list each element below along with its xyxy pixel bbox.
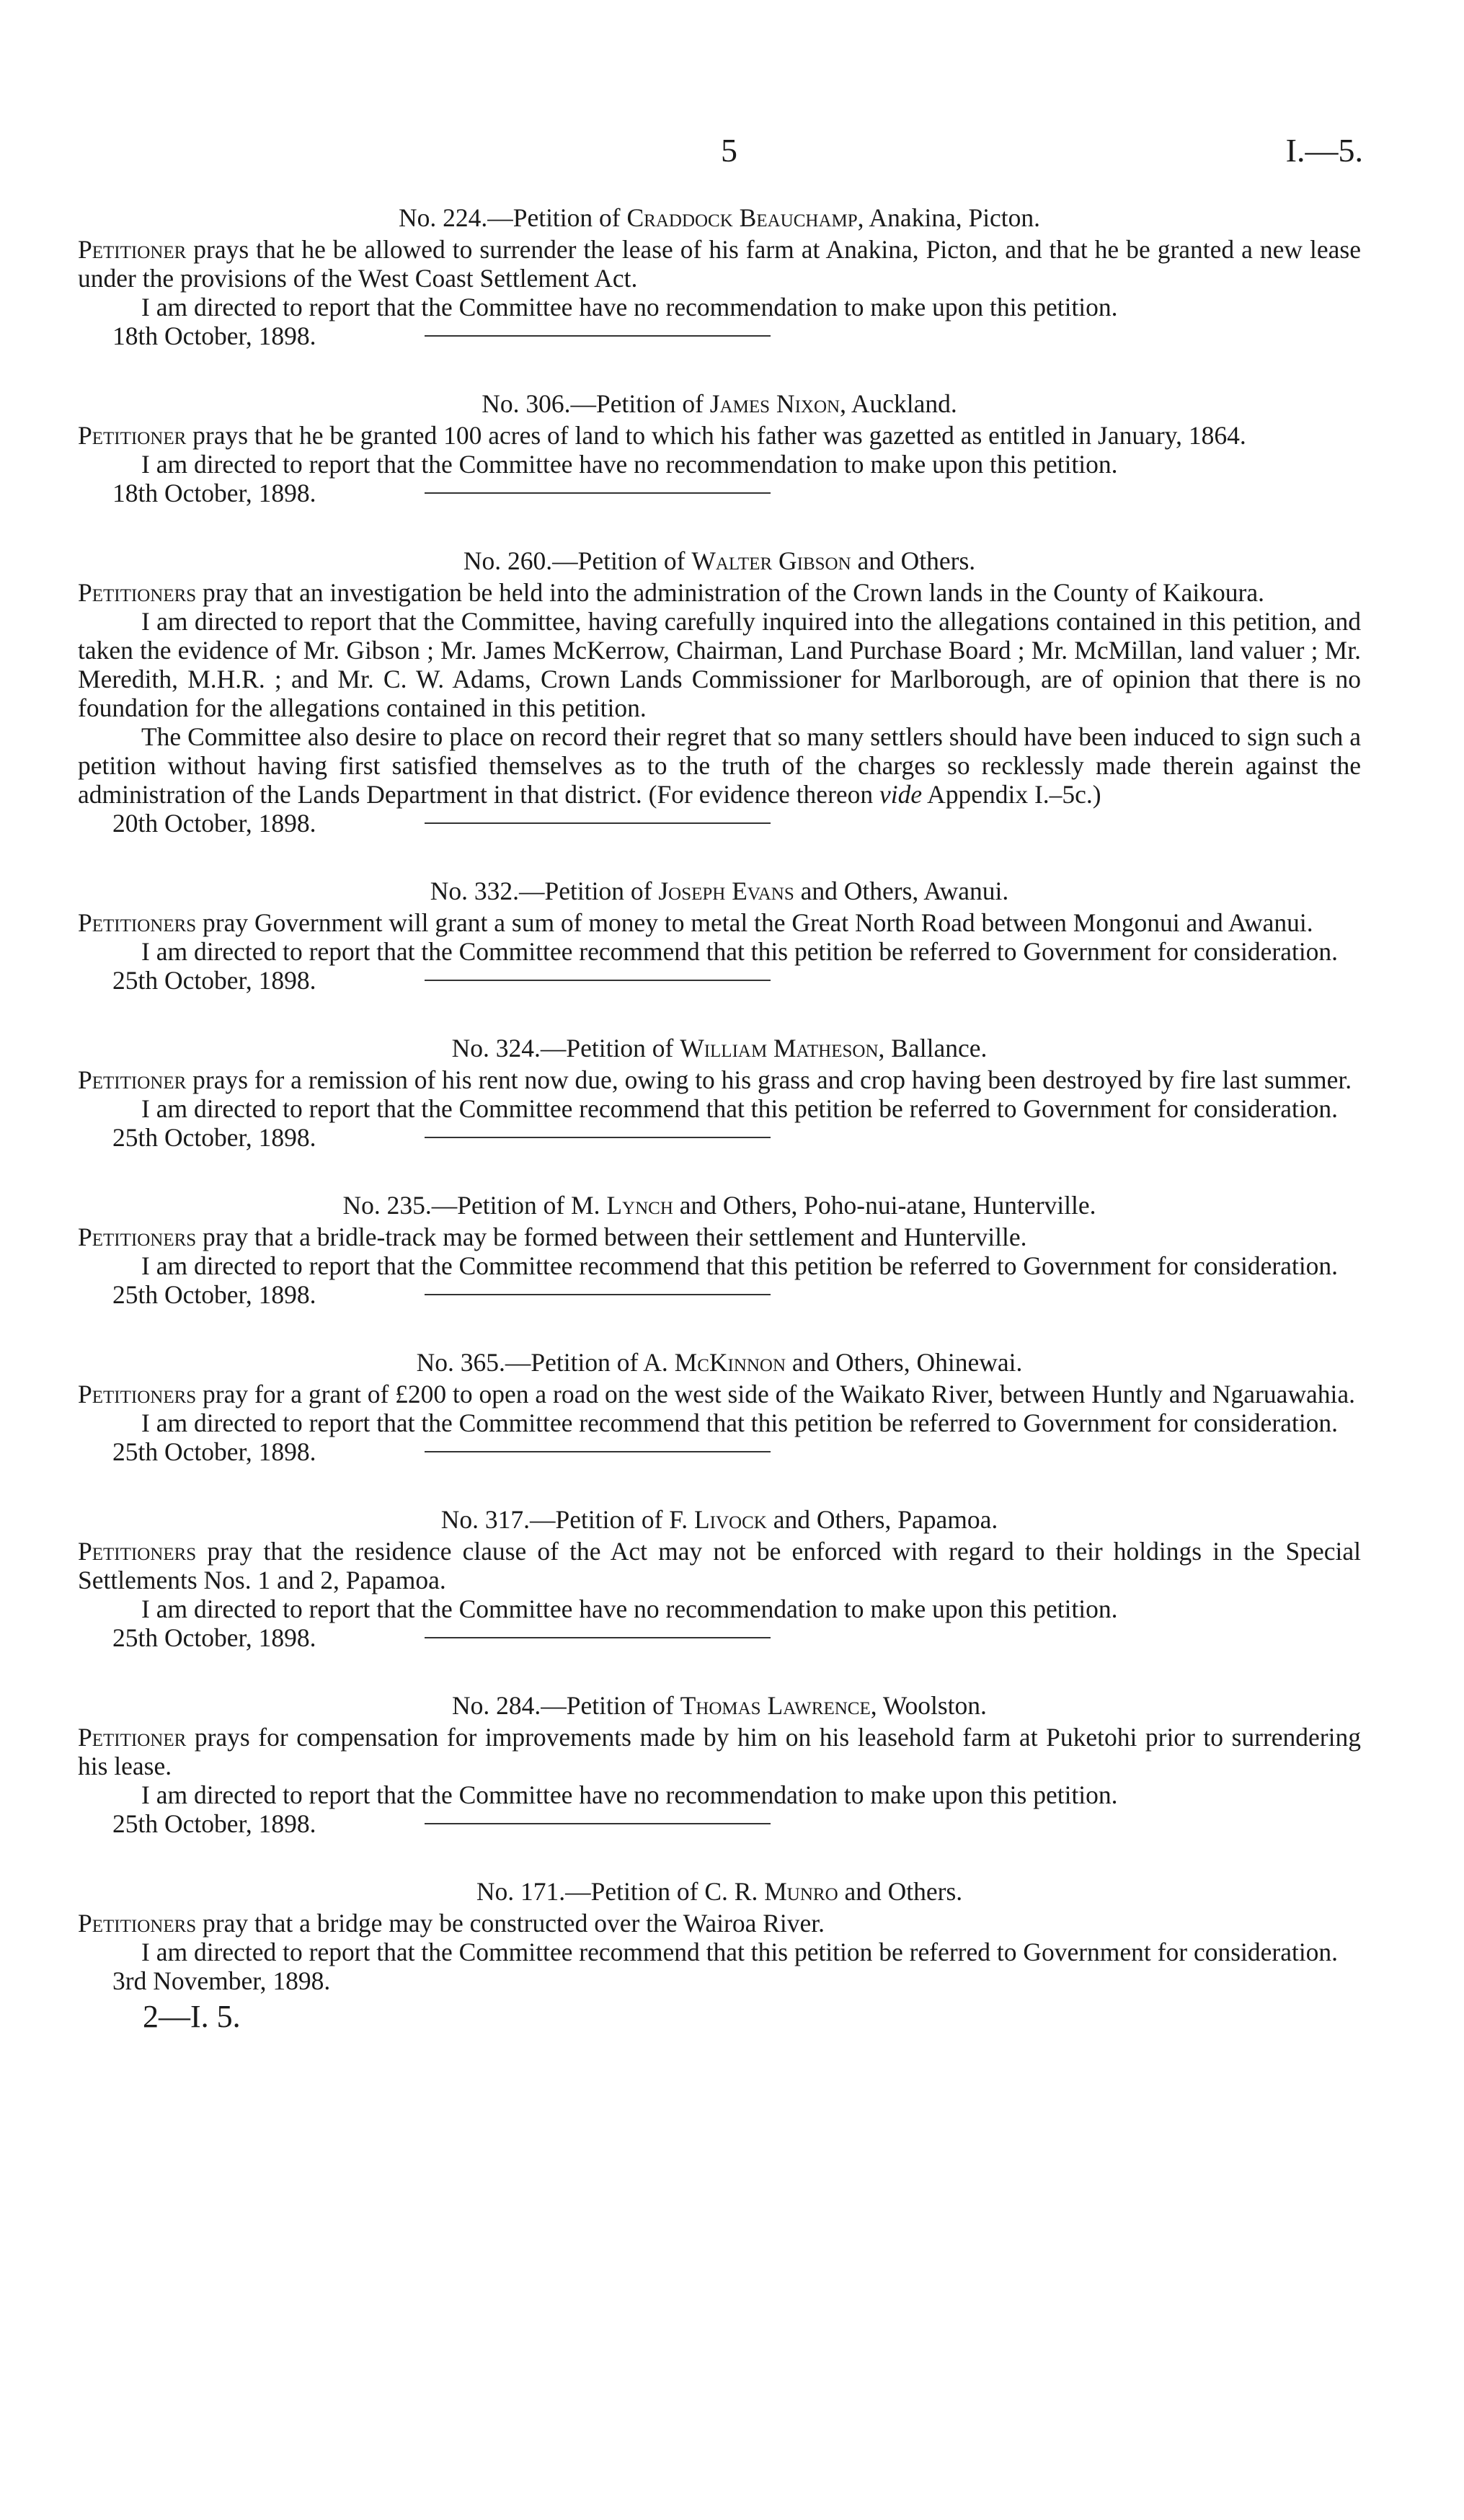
petition-prayer — [78, 1909, 1361, 1938]
petition-date-line — [78, 321, 1361, 350]
petition-date-line — [78, 1966, 1361, 1995]
entry-gap — [78, 507, 1361, 546]
petitioner-lead: Petitioners — [78, 1223, 197, 1251]
prayer-text: prays for compensation for improvements made by him on his leasehold farm at Puketohi prior to surrendering his lease. — [78, 1723, 1361, 1780]
title-prefix: No. 260.—Petition of — [463, 546, 692, 575]
prayer-text: prays for a remission of his rent now due, owing to his grass and crop having been destroyed by fire last summer. — [186, 1065, 1352, 1094]
separator-rule — [425, 1637, 771, 1638]
petitioner-lead: Petitioner — [78, 421, 187, 450]
title-suffix: and Others. — [838, 1877, 963, 1906]
petition-title — [78, 1877, 1361, 1906]
petition-prayer — [78, 1537, 1361, 1594]
petition-title — [78, 546, 1361, 575]
petitioner-name: James Nixon — [709, 389, 840, 418]
report-date: 25th October, 1898. — [112, 1123, 316, 1152]
petition-entry — [78, 1505, 1361, 1652]
prayer-text: pray that a bridge may be constructed over the Wairoa River. — [196, 1909, 825, 1938]
petition-title — [78, 1348, 1361, 1377]
prayer-text: pray that an investigation be held into the administration of the Crown lands in the County of Kaikoura. — [196, 578, 1265, 607]
separator-rule — [425, 1294, 771, 1295]
petitioner-name: McKinnon — [674, 1348, 786, 1377]
petition-entry — [78, 1348, 1361, 1466]
committee-report: I am directed to report that the Committee recommend that this petition be referred to Government for consideration. — [141, 937, 1339, 966]
entry-gap — [78, 1152, 1361, 1191]
report-date: 25th October, 1898. — [112, 1437, 316, 1466]
title-suffix: , Woolston. — [870, 1691, 987, 1720]
separator-rule — [425, 1137, 771, 1138]
petition-entry — [78, 1191, 1361, 1309]
petition-title — [78, 1505, 1361, 1534]
entry-gap — [78, 1466, 1361, 1505]
petition-prayer — [78, 1380, 1361, 1408]
committee-report: I am directed to report that the Committee recommend that this petition be referred to Government for consideration. — [141, 1938, 1339, 1966]
evidence-ref-suffix: Appendix I.–5c.) — [922, 780, 1101, 809]
petition-date-line — [78, 966, 1361, 995]
report-date: 18th October, 1898. — [112, 321, 316, 350]
petitioner-name: Livock — [693, 1505, 767, 1534]
separator-rule — [425, 980, 771, 981]
committee-report: I am directed to report that the Committee have no recommendation to make upon this petition. — [141, 1594, 1118, 1623]
report-date: 25th October, 1898. — [112, 1280, 316, 1309]
title-suffix: , Ballance. — [878, 1034, 988, 1062]
title-prefix: No. 224.—Petition of — [398, 203, 627, 232]
separator-rule — [425, 1451, 771, 1452]
petition-title — [78, 389, 1361, 418]
petition-date-line — [78, 1623, 1361, 1652]
document-reference: I.—5. — [1285, 132, 1363, 169]
petition-entry — [78, 1691, 1361, 1838]
title-prefix: No. 317.—Petition of F. — [440, 1505, 694, 1534]
report-date: 18th October, 1898. — [112, 479, 316, 507]
title-prefix: No. 365.—Petition of A. — [416, 1348, 675, 1377]
page-number: 5 — [721, 132, 737, 169]
petitioner-name: Joseph Evans — [658, 877, 794, 905]
entry-gap — [78, 995, 1361, 1034]
prayer-text: prays that he be allowed to surrender the lease of his farm at Anakina, Picton, and that he be granted a new lease under the provisions of the West Coast Settlement Act. — [78, 235, 1361, 293]
title-prefix: No. 171.—Petition of C. R. — [476, 1877, 765, 1906]
committee-report: I am directed to report that the Committee, having carefully inquired into the allegations contained in this petition, and taken the evidence of Mr. Gibson ; Mr. James McKerrow, Chairman, Land Purchase Board ; Mr. McMillan, land valuer ; Mr. Meredith, M.H.R. ; and Mr. C. W. Adams, Crown Lands Commissioner for Marlborough, are of opinion that there is no foundation for the allegations contained in this petition. — [78, 607, 1361, 722]
title-suffix: , Auckland. — [840, 389, 957, 418]
evidence-ref-prefix: (For evidence thereon — [642, 780, 880, 809]
petitioner-name: Munro — [764, 1877, 838, 1906]
petitioner-lead: Petitioners — [78, 1380, 197, 1408]
petition-date-line — [78, 479, 1361, 507]
petitioner-lead: Petitioners — [78, 908, 197, 937]
petitioner-lead: Petitioners — [78, 578, 197, 607]
petitioner-name: William Matheson — [680, 1034, 879, 1062]
separator-rule — [425, 1823, 771, 1824]
petition-prayer — [78, 235, 1361, 293]
committee-report: I am directed to report that the Committee have no recommendation to make upon this petition. — [141, 293, 1118, 321]
petitioner-lead: Petitioner — [78, 1723, 187, 1752]
title-prefix: No. 332.—Petition of — [430, 877, 659, 905]
title-prefix: No. 284.—Petition of — [452, 1691, 680, 1720]
petition-date-line — [78, 1809, 1361, 1838]
petition-title — [78, 203, 1361, 232]
petition-date-line — [78, 1123, 1361, 1152]
entry-gap — [78, 350, 1361, 389]
petition-date-line — [78, 809, 1361, 838]
entry-gap — [78, 1652, 1361, 1691]
petition-title — [78, 1034, 1361, 1062]
petitioner-lead: Petitioner — [78, 235, 187, 264]
prayer-text: pray Government will grant a sum of money to metal the Great North Road between Mongonui and Awanui. — [196, 908, 1313, 937]
committee-report: I am directed to report that the Committee have no recommendation to make upon this petition. — [141, 450, 1118, 479]
title-suffix: and Others, Papamoa. — [766, 1505, 998, 1534]
report-date: 25th October, 1898. — [112, 1623, 316, 1652]
separator-rule — [425, 492, 771, 494]
petition-entry — [78, 203, 1361, 350]
report-date: 25th October, 1898. — [112, 1809, 316, 1838]
petition-prayer — [78, 578, 1361, 607]
petition-title — [78, 877, 1361, 905]
petitions-list — [78, 203, 1361, 2036]
committee-remark — [78, 722, 1361, 809]
petition-title — [78, 1191, 1361, 1220]
prayer-text: prays that he be granted 100 acres of land to which his father was gazetted as entitled in January, 1864. — [186, 421, 1246, 450]
petition-entry — [78, 1034, 1361, 1152]
petition-entry — [78, 877, 1361, 995]
petitioner-name: Thomas Lawrence — [680, 1691, 871, 1720]
petition-entry — [78, 1877, 1361, 1995]
petitioner-lead: Petitioner — [78, 1065, 187, 1094]
petitioner-name: Craddock Beauchamp — [626, 203, 858, 232]
petition-date-line — [78, 1437, 1361, 1466]
title-suffix: and Others. — [851, 546, 976, 575]
petition-prayer — [78, 421, 1361, 450]
committee-report: I am directed to report that the Committee recommend that this petition be referred to Government for consideration. — [141, 1094, 1339, 1123]
separator-rule — [425, 335, 771, 337]
committee-report: I am directed to report that the Committee have no recommendation to make upon this petition. — [141, 1780, 1118, 1809]
title-prefix: No. 306.—Petition of — [482, 389, 710, 418]
entry-gap — [78, 1838, 1361, 1877]
petitioner-lead: Petitioners — [78, 1909, 197, 1938]
title-suffix: and Others, Poho-nui-atane, Hunterville. — [673, 1191, 1096, 1220]
title-prefix: No. 324.—Petition of — [451, 1034, 680, 1062]
report-date: 20th October, 1898. — [112, 809, 316, 838]
petitioner-name: Walter Gibson — [691, 546, 851, 575]
separator-rule — [425, 822, 771, 824]
petition-prayer — [78, 1223, 1361, 1251]
prayer-text: pray for a grant of £200 to open a road on the west side of the Waikato River, between Huntly and Ngaruawahia. — [196, 1380, 1356, 1408]
title-suffix: , Anakina, Picton. — [857, 203, 1041, 232]
prayer-text: pray that the residence clause of the Act may not be enforced with regard to their holdings in the Special Settlements Nos. 1 and 2, Papamoa. — [78, 1537, 1361, 1594]
petitioner-name: Lynch — [606, 1191, 673, 1220]
report-date: 25th October, 1898. — [112, 966, 316, 995]
petition-prayer — [78, 1065, 1361, 1094]
report-date: 3rd November, 1898. — [112, 1966, 331, 1995]
petition-title — [78, 1691, 1361, 1720]
prayer-text: pray that a bridle-track may be formed between their settlement and Hunterville. — [196, 1223, 1027, 1251]
page-header — [0, 131, 1464, 174]
committee-report: I am directed to report that the Committee recommend that this petition be referred to Government for consideration. — [141, 1408, 1339, 1437]
title-suffix: and Others, Ohinewai. — [786, 1348, 1023, 1377]
petitioner-lead: Petitioners — [78, 1537, 197, 1566]
petition-prayer — [78, 1723, 1361, 1780]
title-suffix: and Others, Awanui. — [794, 877, 1009, 905]
petition-entry — [78, 546, 1361, 838]
remark-text: The Committee also desire to place on record their regret that so many settlers should have been induced to sign such a petition without having first satisfied themselves as to the truth of the charges so recklessly made therein against the administration of the Lands Department in that district. — [78, 722, 1361, 809]
petition-entry — [78, 389, 1361, 507]
entry-gap — [78, 838, 1361, 877]
title-prefix: No. 235.—Petition of M. — [342, 1191, 607, 1220]
evidence-ref-vide: vide — [879, 780, 923, 809]
committee-report: I am directed to report that the Committee recommend that this petition be referred to Government for consideration. — [141, 1251, 1339, 1280]
signature-mark: 2—I. 5. — [143, 1999, 241, 2034]
entry-gap — [78, 1309, 1361, 1348]
petition-prayer — [78, 908, 1361, 937]
petition-date-line — [78, 1280, 1361, 1309]
